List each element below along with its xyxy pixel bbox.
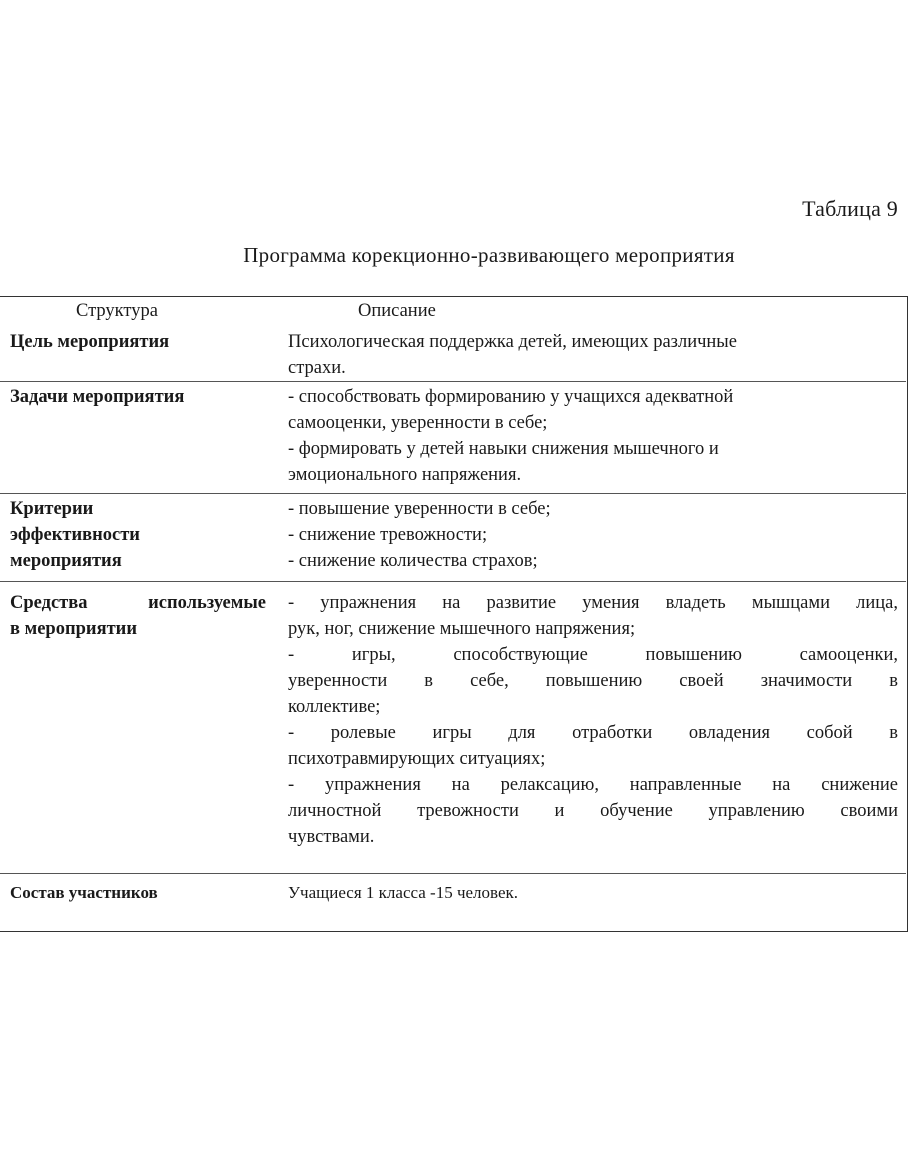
label-line: в мероприятии <box>10 619 137 639</box>
content-line: - ролевые игры для отработки овладения собой в <box>288 723 898 743</box>
content-line: эмоционального напряжения. <box>288 465 522 485</box>
row-label-tasks: Задачи мероприятия <box>10 387 185 407</box>
content-line: - игры, способствующие повышению самооценки, <box>288 645 898 665</box>
row-content-goal <box>288 329 898 381</box>
table-row <box>0 381 906 493</box>
row-label-participants: Состав участников <box>10 883 158 902</box>
content-line: личностной тревожности и обучение управлению своими <box>288 801 898 821</box>
content-line: Психологическая поддержка детей, имеющих различные <box>288 332 737 352</box>
content-line: самооценки, уверенности в себе; <box>288 413 548 433</box>
content-line: - способствовать формированию у учащихся адекватной <box>288 387 734 407</box>
label-line: Средства используемые <box>10 593 266 613</box>
row-label-means <box>10 590 266 642</box>
row-content-means <box>288 590 898 850</box>
table-number: Таблица 9 <box>802 196 898 221</box>
label-line: мероприятия <box>10 551 122 571</box>
table-row <box>0 493 906 581</box>
content-line: Учащиеся 1 класса -15 человек. <box>288 883 519 902</box>
content-line: - упражнения на релаксацию, направленные на снижение <box>288 775 898 795</box>
content-line: рук, ног, снижение мышечного напряжения; <box>288 619 636 639</box>
program-table <box>0 296 908 932</box>
content-line: страхи. <box>288 358 346 378</box>
content-line: - формировать у детей навыки снижения мышечного и <box>288 439 719 459</box>
label-line: эффективности <box>10 525 140 545</box>
content-line: уверенности в себе, повышению своей значимости в <box>288 671 898 691</box>
content-line: - повышение уверенности в себе; <box>288 499 551 519</box>
header-structure: Структура <box>76 301 158 321</box>
header-description: Описание <box>358 301 436 321</box>
table-row <box>0 297 906 381</box>
content-line: - снижение тревожности; <box>288 525 488 545</box>
content-line: коллективе; <box>288 697 381 717</box>
row-label-criteria <box>10 496 278 574</box>
table-row <box>0 581 906 873</box>
content-line: - снижение количества страхов; <box>288 551 538 571</box>
row-label-goal: Цель мероприятия <box>10 332 170 352</box>
content-line: чувствами. <box>288 827 375 847</box>
label-line: Критерии <box>10 499 94 519</box>
table-row <box>0 873 906 931</box>
row-content-tasks <box>288 384 898 488</box>
content-line: психотравмирующих ситуациях; <box>288 749 546 769</box>
row-content-criteria <box>288 496 898 574</box>
table-title: Программа корекционно-развивающего мероприятия <box>243 243 735 267</box>
row-content-participants <box>288 880 898 906</box>
content-line: - упражнения на развитие умения владеть мышцами лица, <box>288 593 898 613</box>
